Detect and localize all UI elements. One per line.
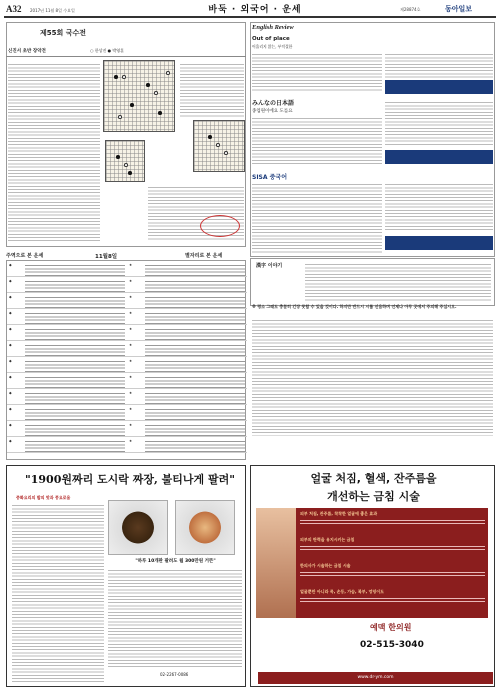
japanese-title: みんなの日本語 <box>252 100 295 107</box>
clinic-url[interactable]: www.dr-ym.com <box>258 672 493 684</box>
model-face-image <box>256 508 296 618</box>
go-board-sub1 <box>105 140 145 182</box>
go-notes <box>180 62 244 117</box>
ad-left-headline: "1900원짜리 도시락 짜장, 불티나게 팔려" <box>25 473 235 486</box>
section-title: 바둑 · 외국어 · 운세 <box>208 5 302 15</box>
english-meaning: 어울리지 않는, 부적절한 <box>252 44 293 49</box>
japanese-sponsor-logo <box>385 150 493 164</box>
zodiac-icon: ◆ <box>9 263 12 267</box>
jajang-dish-image <box>108 500 168 555</box>
hanja-title: 漢字 이야기 <box>256 263 283 269</box>
ad-left-body <box>12 503 104 683</box>
go-commentary <box>8 62 100 242</box>
japanese-body <box>252 116 382 166</box>
header-rule <box>4 16 496 18</box>
go-board-sub2 <box>193 120 245 172</box>
go-board-main <box>103 60 175 132</box>
dosirak-image <box>175 500 235 555</box>
star-sign-icon: ★ <box>129 263 133 267</box>
ad-left-subhead: 중화요리의 발의 맛과 풍요로움 <box>16 495 71 500</box>
go-divider <box>6 56 246 57</box>
horoscope-table: ◆ ★ ◆ ★ ◆ ★ ◆ ★ ◆ ★ ◆ ★ ◆ ★ ◆ ★ ◆ ★ ◆ ★ ◆ ★ ◆ ★ <box>6 260 246 460</box>
right-article <box>252 318 493 436</box>
horoscope-date: 11월8일 <box>95 254 118 260</box>
horoscope-title-left: 주역으로 본 운세 <box>6 253 44 259</box>
notice-text: ※ 평소 그래도 충분히 긴장 못할 수 있을 것이다. 하지만 반드시 시를 신음하며 언제나 아무 곳에서 주의해 주십시오. <box>252 304 457 309</box>
ad-left-quote: "하루 10개판 팔려도 월 300만원 거뜬" <box>135 559 216 564</box>
sponsor-logo <box>200 215 240 237</box>
issue-number: 제28874호 <box>400 7 421 12</box>
go-players: ○ 한상진 ● 박영훈 <box>90 48 124 53</box>
page-number: A32 <box>6 4 22 14</box>
ad-item-title: 피부의 탄력을 유지시키는 금침 <box>300 537 355 542</box>
japanese-sub: 종업원이에요 도를요 <box>252 109 293 114</box>
issue-date: 2017년 11월 8일 수요일 <box>30 8 75 13</box>
chinese-side <box>385 182 493 232</box>
ad-item-title: 한의사가 시술하는 금침 시술 <box>300 563 351 568</box>
chinese-sponsor-logo <box>385 236 493 250</box>
go-title: 제55회 국수전 <box>40 29 86 37</box>
go-subtitle: 신진서 초반 장악전 <box>8 49 46 54</box>
paper-logo: 동아일보 <box>445 5 473 13</box>
english-review-title: English Review <box>252 24 294 31</box>
english-side <box>385 52 493 78</box>
chinese-body <box>252 182 382 254</box>
ad-item-title: 얼굴뿐만 아니라 목, 손등, 가슴, 복부, 엉덩이도 <box>300 589 384 594</box>
ad-left-phone: 02-2267-0086 <box>160 672 189 677</box>
japanese-side <box>385 100 493 146</box>
hanja-body <box>305 262 491 302</box>
ad-right-headline-1: 얼굴 처짐, 혈색, 잔주름을 <box>310 472 437 485</box>
ad-right-headline-2: 개선하는 금침 시술 <box>327 490 420 503</box>
english-body <box>252 52 382 92</box>
ad-item-title: 피부 처짐, 잔주름, 착착한 얼굴에 좋은 효과 <box>300 511 378 516</box>
english-sponsor-logo <box>385 80 493 94</box>
chinese-title: SISA 중국어 <box>252 174 287 181</box>
english-phrase: Out of place <box>252 36 290 42</box>
horoscope-title-right: 별자리로 본 운세 <box>185 253 223 259</box>
ad-left-body2 <box>108 568 242 668</box>
clinic-name: 예맥 한의원 <box>370 623 412 632</box>
clinic-phone[interactable]: 02-515-3040 <box>360 640 424 650</box>
